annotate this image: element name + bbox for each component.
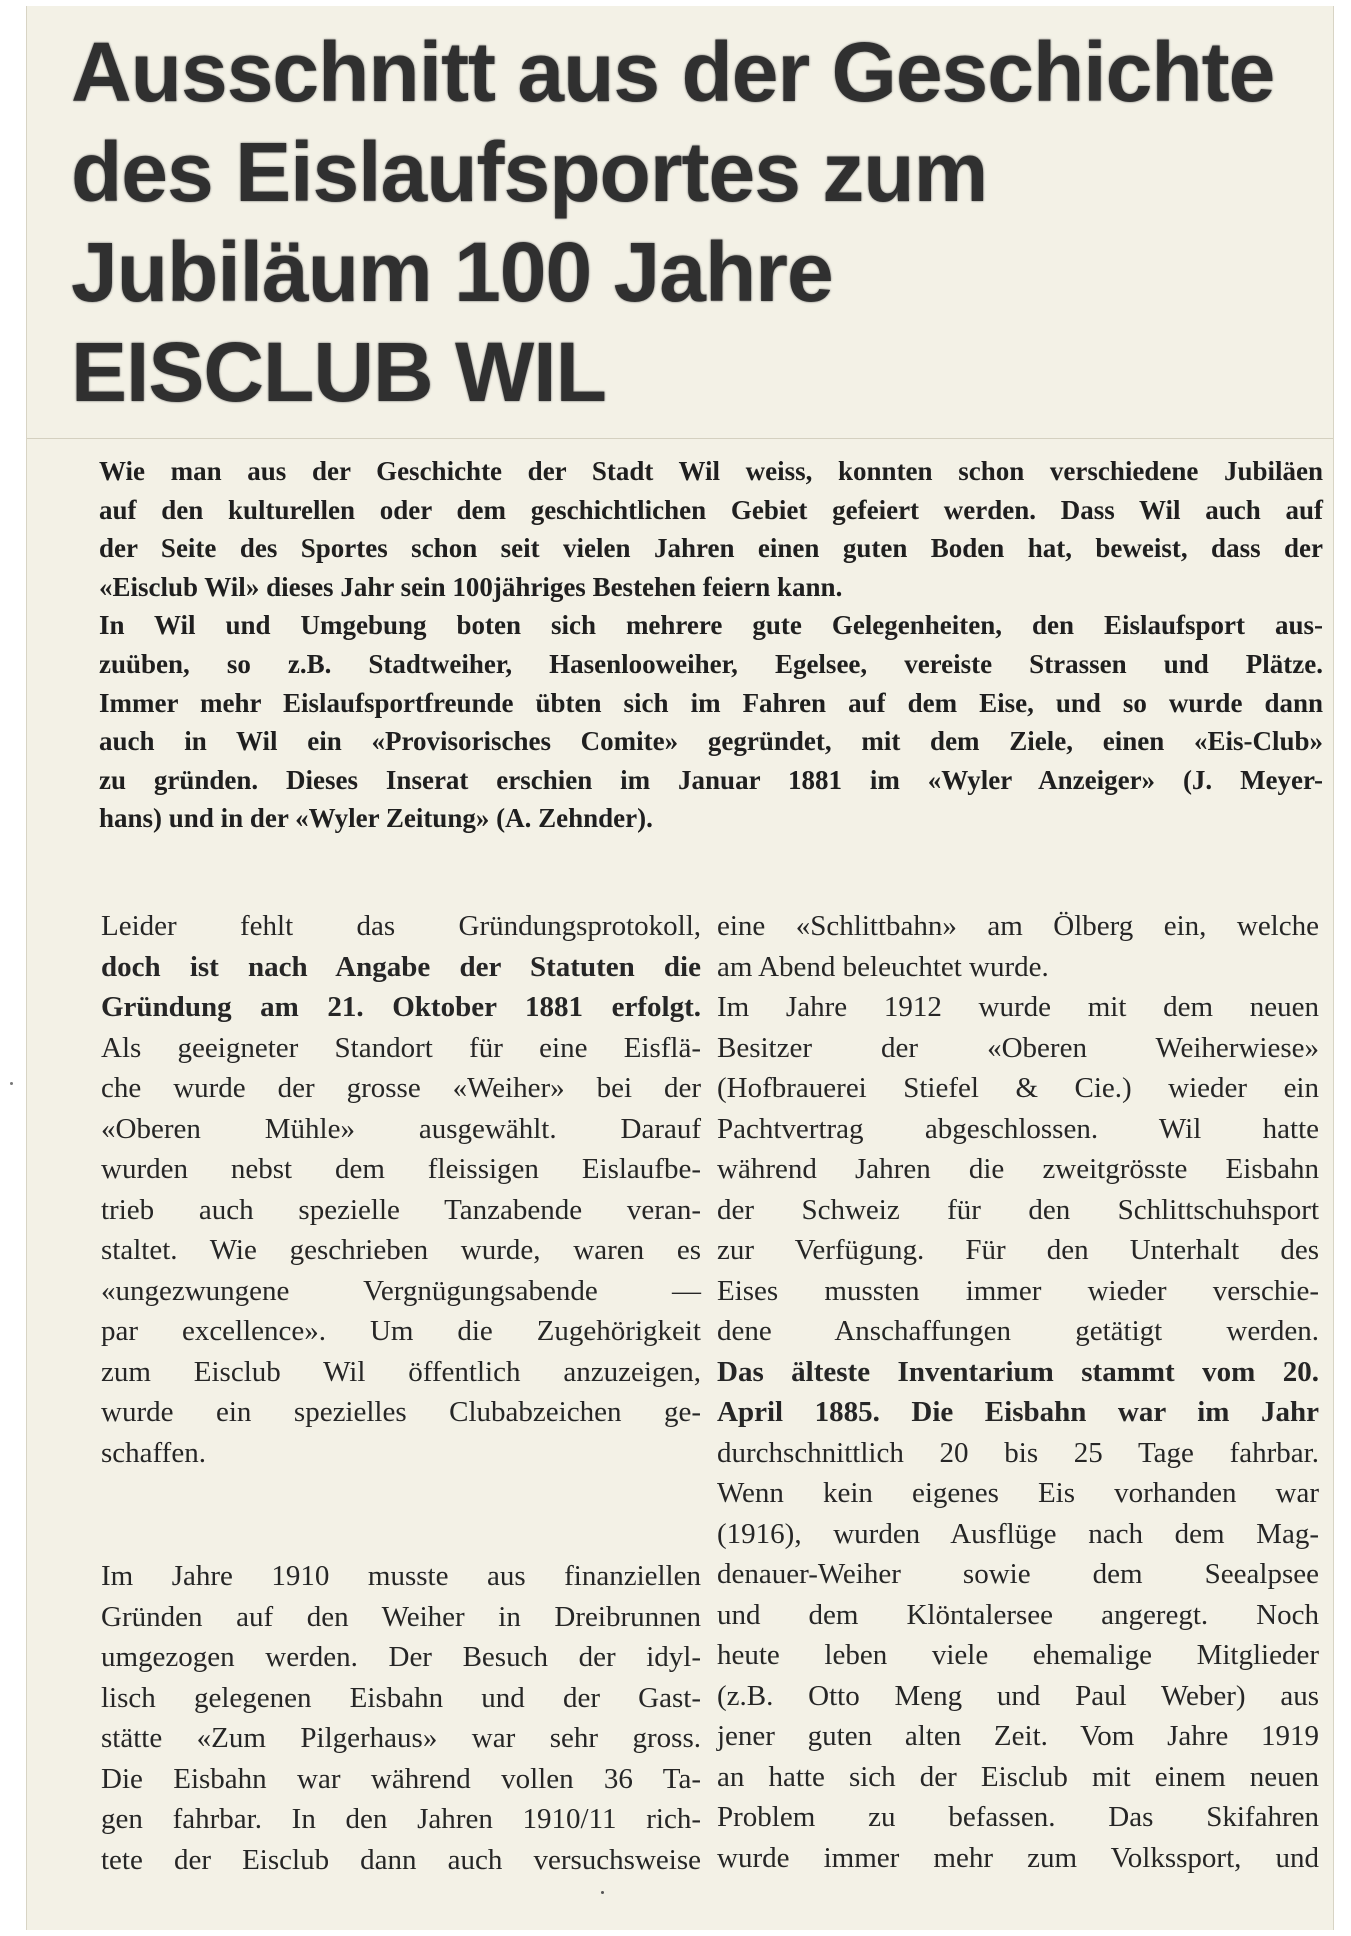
right-column-paragraph-1 — [717, 906, 1319, 987]
body-line: (Hofbrauerei Stiefel & Cie.) wieder ein — [717, 1072, 1319, 1104]
body-line: trieb auch spezielle Tanzabende veran- — [101, 1193, 701, 1226]
body-line: durchschnittlich 20 bis 25 Tage fahrbar. — [717, 1436, 1319, 1469]
body-line: gen fahrbar. In den Jahren 1910/11 rich- — [101, 1803, 701, 1835]
headline-line: Jubiläum 100 Jahre — [71, 225, 833, 319]
body-line: Die Eisbahn war während vollen 36 Ta- — [101, 1762, 701, 1795]
body-line: par excellence». Um die Zugehörigkeit — [101, 1315, 701, 1347]
body-line: Problem zu befassen. Das Skifahren — [717, 1801, 1319, 1833]
body-line: April 1885. Die Eisbahn war im Jahr — [717, 1396, 1319, 1428]
intro-line: Immer mehr Eislaufsportfreunde übten sich im Fahren auf dem Eise, und so wurde dann — [99, 687, 1323, 718]
print-speck — [601, 1891, 604, 1894]
body-line: «ungezwungene Vergnügungsabende — — [101, 1274, 701, 1307]
intro-line: In Wil und Umgebung boten sich mehrere gute Gelegenheiten, den Eislaufsport aus- — [99, 610, 1323, 641]
body-line: wurden nebst dem fleissigen Eislaufbe- — [101, 1153, 701, 1185]
body-line: Als geeigneter Standort für eine Eisflä- — [101, 1031, 701, 1064]
body-line: am Abend beleuchtet wurde. — [717, 950, 1049, 983]
fold-line — [27, 438, 1333, 439]
body-line: stätte «Zum Pilgerhaus» war sehr gross. — [101, 1722, 701, 1754]
body-line: lisch gelegenen Eisbahn und der Gast- — [101, 1681, 701, 1714]
body-line: schaffen. — [101, 1436, 206, 1469]
print-speck — [10, 1082, 13, 1085]
body-line: Das älteste Inventarium stammt vom 20. — [717, 1355, 1319, 1388]
body-line: wurde immer mehr zum Volkssport, und — [717, 1841, 1319, 1874]
body-line: Im Jahre 1912 wurde mit dem neuen — [717, 991, 1319, 1023]
intro-line: auf den kulturellen oder dem geschichtlichen Gebiet gefeiert werden. Dass Wil auch auf — [99, 494, 1323, 525]
intro-line: der Seite des Sportes schon seit vielen Jahren einen guten Boden hat, beweist, dass der — [99, 533, 1323, 564]
headline-line: des Eislaufsportes zum — [71, 125, 988, 219]
headline-line: Ausschnitt aus der Geschichte — [71, 25, 1275, 119]
body-line: Gründen auf den Weiher in Dreibrunnen — [101, 1600, 701, 1633]
body-line: (z.B. Otto Meng und Paul Weber) aus — [717, 1679, 1319, 1712]
intro-line: Wie man aus der Geschichte der Stadt Wil weiss, konnten schon verschiedene Jubiläen — [99, 456, 1323, 486]
body-line: Gründung am 21. Oktober 1881 erfolgt. — [101, 991, 701, 1023]
newspaper-clipping — [26, 6, 1334, 1930]
body-line: und dem Klöntalersee angeregt. Noch — [717, 1598, 1319, 1631]
intro-line: «Eisclub Wil» dieses Jahr sein 100jähriges Bestehen feiern kann. — [99, 571, 843, 602]
left-column-paragraph-2 — [101, 1556, 701, 1880]
body-line: jener guten alten Zeit. Vom Jahre 1919 — [717, 1720, 1319, 1752]
body-line: Eises mussten immer wieder verschie- — [717, 1274, 1319, 1307]
body-line: denauer-Weiher sowie dem Seealpsee — [717, 1558, 1319, 1590]
body-line: der Schweiz für den Schlittschuhsport — [717, 1193, 1319, 1226]
body-line: Besitzer der «Oberen Weiherwiese» — [717, 1031, 1319, 1064]
headline — [71, 22, 1311, 422]
body-line: heute leben viele ehemalige Mitglieder — [717, 1639, 1319, 1671]
headline-line: EISCLUB WIL — [71, 325, 606, 419]
right-column-paragraph-2 — [717, 987, 1319, 1878]
body-line: zum Eisclub Wil öffentlich anzuzeigen, — [101, 1355, 701, 1388]
body-line: che wurde der grosse «Weiher» bei der — [101, 1072, 701, 1104]
body-line: wurde ein spezielles Clubabzeichen ge- — [101, 1396, 701, 1428]
body-line: Pachtvertrag abgeschlossen. Wil hatte — [717, 1112, 1319, 1145]
body-line: Leider fehlt das Gründungsprotokoll, — [101, 910, 701, 942]
intro-paragraph — [99, 452, 1323, 838]
body-line: tete der Eisclub dann auch versuchsweise — [101, 1843, 701, 1876]
body-line: Wenn kein eigenes Eis vorhanden war — [717, 1477, 1319, 1509]
body-line: staltet. Wie geschrieben wurde, waren es — [101, 1234, 701, 1266]
intro-line: auch in Wil ein «Provisorisches Comite» gegründet, mit dem Ziele, einen «Eis-Club» — [99, 726, 1323, 757]
body-line: umgezogen werden. Der Besuch der idyl- — [101, 1641, 701, 1673]
body-line: «Oberen Mühle» ausgewählt. Darauf — [101, 1112, 701, 1145]
body-line: doch ist nach Angabe der Statuten die — [101, 950, 701, 983]
body-line: während Jahren die zweitgrösste Eisbahn — [717, 1153, 1319, 1185]
body-line: zur Verfügung. Für den Unterhalt des — [717, 1234, 1319, 1266]
intro-line: zuüben, so z.B. Stadtweiher, Hasenlooweiher, Egelsee, vereiste Strassen und Plätze. — [99, 648, 1323, 679]
left-column-paragraph-1 — [101, 906, 701, 1473]
intro-line: hans) und in der «Wyler Zeitung» (A. Zehnder). — [99, 803, 653, 834]
body-line: (1916), wurden Ausflüge nach dem Mag- — [717, 1517, 1319, 1550]
body-line: eine «Schlittbahn» am Ölberg ein, welche — [717, 910, 1319, 942]
body-line: Im Jahre 1910 musste aus finanziellen — [101, 1560, 701, 1592]
body-line: dene Anschaffungen getätigt werden. — [717, 1315, 1319, 1347]
intro-line: zu gründen. Dieses Inserat erschien im Januar 1881 im «Wyler Anzeiger» (J. Meyer- — [99, 764, 1323, 795]
body-line: an hatte sich der Eisclub mit einem neuen — [717, 1760, 1319, 1793]
